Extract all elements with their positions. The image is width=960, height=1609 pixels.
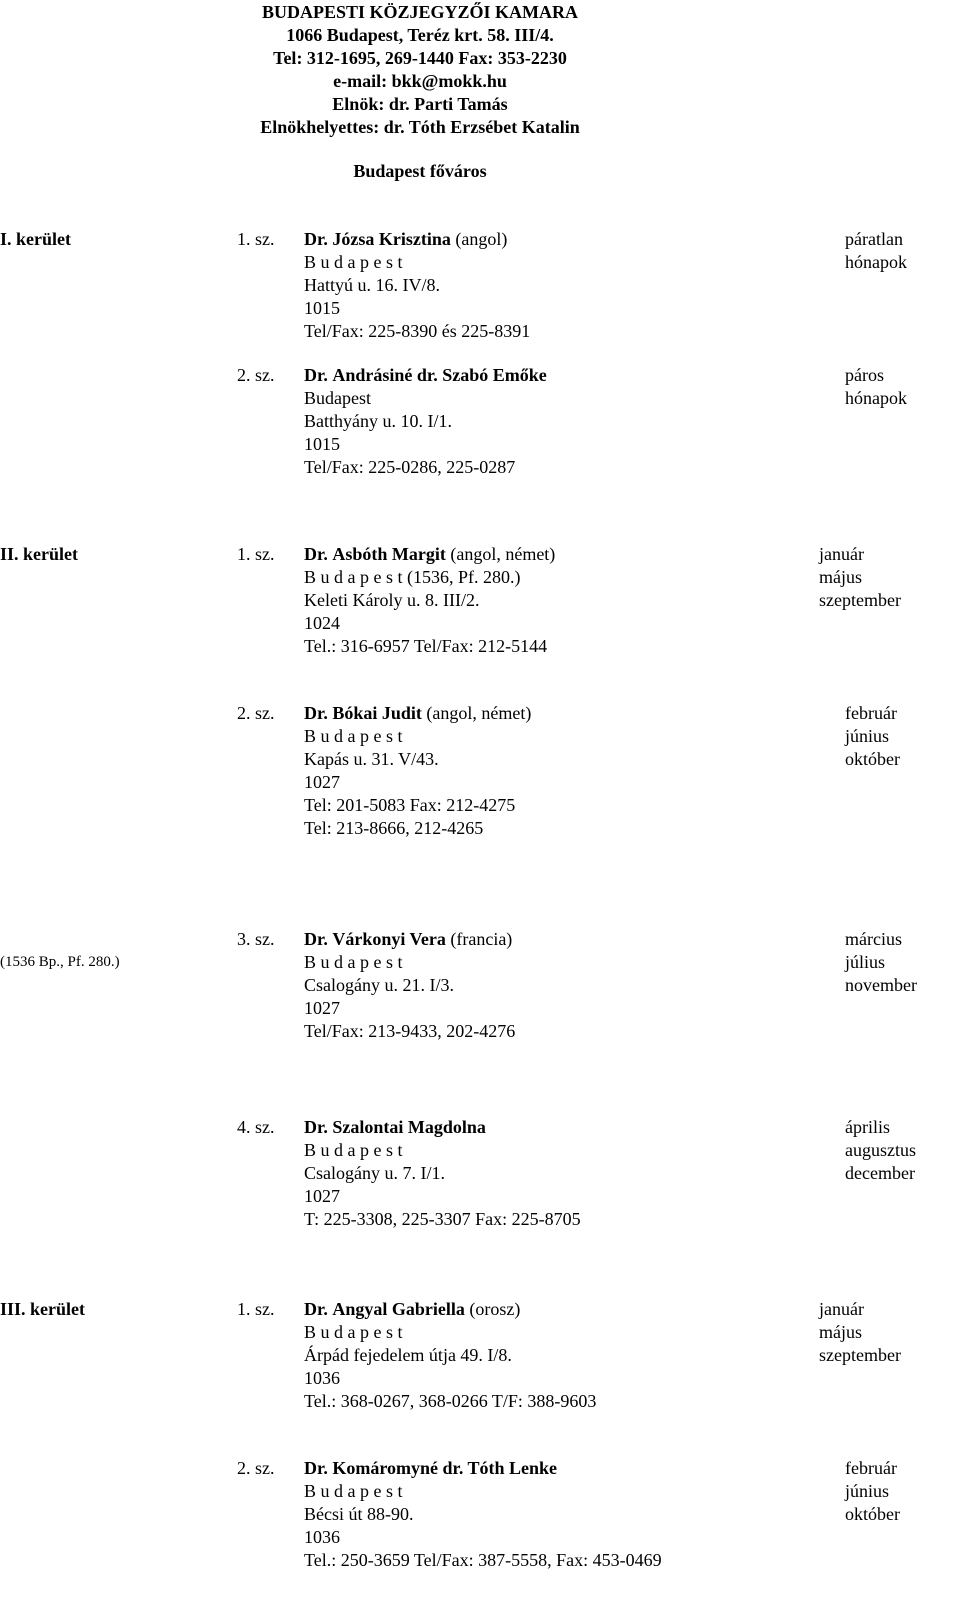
notary-entry [304, 702, 531, 840]
notary-name: Bókai Judit [332, 703, 422, 723]
notary-name-line [304, 364, 547, 387]
chamber-email: e-mail: bkk@mokk.hu [333, 71, 507, 91]
duty-months [845, 928, 917, 997]
duty-months [845, 1116, 916, 1185]
entry-number: 1. sz. [237, 1299, 275, 1319]
notary-name: Komáromyné dr. Tóth Lenke [332, 1458, 558, 1478]
notary-city: B u d a p e s t [304, 1481, 403, 1501]
notary-name: Andrásiné dr. Szabó Emőke [332, 365, 547, 385]
notary-city: Budapest [304, 388, 371, 408]
duty-month: hónapok [845, 252, 907, 272]
notary-postcode: 1027 [304, 772, 340, 792]
notary-phone: Tel/Fax: 225-8390 és 225-8391 [304, 321, 531, 341]
entry-number: 1. sz. [237, 229, 275, 249]
notary-name-line [304, 702, 531, 725]
duty-month: január [819, 1299, 864, 1319]
notary-phone: Tel.: 368-0267, 368-0266 T/F: 388-9603 [304, 1391, 597, 1411]
duty-month: november [845, 975, 917, 995]
notary-postcode: 1015 [304, 298, 340, 318]
entry-number: 2. sz. [237, 703, 275, 723]
notary-street: Batthyány u. 10. I/1. [304, 411, 452, 431]
duty-months [845, 364, 907, 410]
notary-street: Árpád fejedelem útja 49. I/8. [304, 1345, 512, 1365]
entry-number: 2. sz. [237, 1458, 275, 1478]
notary-name-line [304, 1298, 596, 1321]
duty-month: február [845, 1458, 897, 1478]
duty-month: június [845, 1481, 890, 1501]
entry-number: 2. sz. [237, 365, 275, 385]
notary-phone: T: 225-3308, 225-3307 Fax: 225-8705 [304, 1209, 581, 1229]
duty-month: február [845, 703, 897, 723]
notary-title: Dr. [304, 365, 328, 385]
duty-month: szeptember [819, 1345, 901, 1365]
notary-entry [304, 928, 515, 1043]
duty-month: március [845, 929, 902, 949]
duty-months [845, 1457, 900, 1526]
district-label-3: III. kerület [0, 1299, 85, 1319]
notary-postcode: 1015 [304, 434, 340, 454]
district-label-2: II. kerület [0, 544, 78, 564]
chamber-vice-president: Elnökhelyettes: dr. Tóth Erzsébet Katalin [260, 117, 580, 137]
duty-month: május [819, 567, 862, 587]
notary-phone: Tel.: 316-6957 Tel/Fax: 212-5144 [304, 636, 548, 656]
section-title: Budapest főváros [353, 161, 487, 181]
duty-month: augusztus [845, 1140, 916, 1160]
notary-postcode: 1027 [304, 998, 340, 1018]
notary-title: Dr. [304, 1458, 328, 1478]
notary-languages: (francia) [450, 929, 513, 949]
notary-street: Bécsi út 88-90. [304, 1504, 414, 1524]
notary-street: Keleti Károly u. 8. III/2. [304, 590, 480, 610]
notary-city: B u d a p e s t [304, 1140, 403, 1160]
notary-postcode: 1036 [304, 1368, 340, 1388]
notary-entry [304, 228, 530, 343]
notary-name-line [304, 1116, 581, 1139]
duty-month: május [819, 1322, 862, 1342]
notary-name: Józsa Krisztina [332, 229, 451, 249]
notary-city: B u d a p e s t [304, 252, 403, 272]
duty-month: hónapok [845, 388, 907, 408]
notary-entry [304, 543, 555, 658]
notary-city: B u d a p e s t [304, 1322, 403, 1342]
notary-entry [304, 1457, 662, 1572]
chamber-president: Elnök: dr. Parti Tamás [332, 94, 508, 114]
district-label-1: I. kerület [0, 229, 71, 249]
notary-languages: (angol, német) [450, 544, 556, 564]
notary-city: B u d a p e s t [304, 952, 403, 972]
duty-month: július [845, 952, 886, 972]
duty-months [845, 702, 900, 771]
notary-phone-2: Tel: 213-8666, 212-4265 [304, 818, 484, 838]
duty-months [845, 228, 907, 274]
notary-name: Angyal Gabriella [332, 1299, 465, 1319]
notary-street: Kapás u. 31. V/43. [304, 749, 439, 769]
notary-street: Csalogány u. 21. I/3. [304, 975, 454, 995]
notary-phone: Tel.: 250-3659 Tel/Fax: 387-5558, Fax: 453-0469 [304, 1550, 662, 1570]
notary-name-line [304, 928, 515, 951]
notary-title: Dr. [304, 1299, 328, 1319]
notary-name: Asbóth Margit [332, 544, 446, 564]
duty-month: október [845, 749, 900, 769]
notary-title: Dr. [304, 703, 328, 723]
notary-name-line [304, 228, 530, 251]
duty-months [819, 1298, 901, 1367]
duty-month: páros [845, 365, 884, 385]
district-note: (1536 Bp., Pf. 280.) [0, 954, 120, 970]
duty-month: április [845, 1117, 890, 1137]
notary-street: Hattyú u. 16. IV/8. [304, 275, 440, 295]
notary-street: Csalogány u. 7. I/1. [304, 1163, 445, 1183]
notary-phone: Tel: 201-5083 Fax: 212-4275 [304, 795, 516, 815]
notary-languages: (angol, német) [426, 703, 532, 723]
chamber-address: 1066 Budapest, Teréz krt. 58. III/4. [286, 25, 554, 45]
notary-name-line [304, 543, 555, 566]
notary-entry [304, 1116, 581, 1231]
entry-number: 3. sz. [237, 929, 275, 949]
notary-postcode: 1027 [304, 1186, 340, 1206]
notary-phone: Tel/Fax: 225-0286, 225-0287 [304, 457, 516, 477]
notary-languages: (orosz) [469, 1299, 521, 1319]
notary-entry [304, 364, 547, 479]
chamber-header [0, 1, 960, 139]
duty-month: június [845, 726, 890, 746]
duty-month: december [845, 1163, 915, 1183]
notary-postcode: 1036 [304, 1527, 340, 1547]
notary-city: B u d a p e s t [304, 726, 403, 746]
duty-months [819, 543, 901, 612]
notary-title: Dr. [304, 1117, 328, 1137]
notary-name-line [304, 1457, 662, 1480]
entry-number: 4. sz. [237, 1117, 275, 1137]
chamber-phone: Tel: 312-1695, 269-1440 Fax: 353-2230 [273, 48, 567, 68]
duty-month: január [819, 544, 864, 564]
notary-title: Dr. [304, 229, 328, 249]
duty-month: október [845, 1504, 900, 1524]
duty-month: szeptember [819, 590, 901, 610]
notary-entry [304, 1298, 596, 1413]
chamber-name: BUDAPESTI KÖZJEGYZŐI KAMARA [261, 2, 579, 22]
notary-city: B u d a p e s t (1536, Pf. 280.) [304, 567, 521, 587]
notary-postcode: 1024 [304, 613, 340, 633]
notary-name: Szalontai Magdolna [332, 1117, 486, 1137]
notary-name: Várkonyi Vera [332, 929, 446, 949]
notary-phone: Tel/Fax: 213-9433, 202-4276 [304, 1021, 516, 1041]
notary-languages: (angol) [455, 229, 508, 249]
entry-number: 1. sz. [237, 544, 275, 564]
duty-month: páratlan [845, 229, 903, 249]
notary-title: Dr. [304, 929, 328, 949]
notary-title: Dr. [304, 544, 328, 564]
